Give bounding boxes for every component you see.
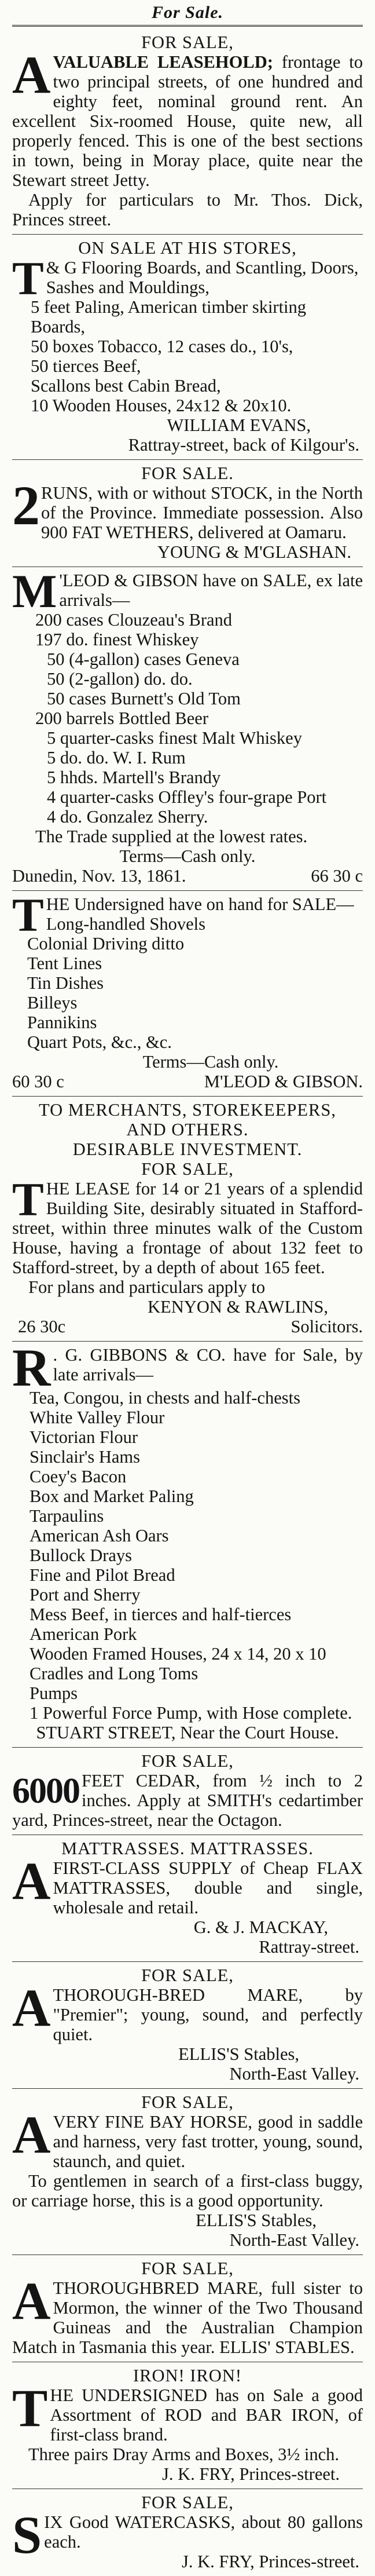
masthead (12, 2, 363, 27)
ad-date: Dunedin, Nov. 13, 1861. (12, 866, 186, 886)
ad-line: 10 Wooden Houses, 24x12 & 20x10. (31, 396, 292, 415)
list-item: Coey's Bacon (30, 1467, 127, 1486)
drop-cap: S (12, 2512, 42, 2564)
ad-note: To gentlemen in search of a first-class buggy, or carriage horse, this is a good opportunity. (12, 2171, 363, 2210)
trade-note: The Trade supplied at the lowest rates. (35, 827, 308, 846)
ad-mcleod-gibson-tools (12, 891, 363, 1097)
ad-line: 5 feet Paling, American timber skirting Boards, (31, 297, 307, 337)
ad-apply (12, 190, 363, 229)
list-item: Billeys (27, 993, 78, 1013)
masthead-title: For Sale. (151, 3, 224, 22)
drop-cap: A (12, 1985, 51, 2037)
ad-bay-horse (12, 2089, 363, 2255)
ad-text (12, 2278, 363, 2357)
ad-heading: FOR SALE, (141, 1751, 234, 1771)
ad-body (12, 894, 363, 1052)
ad-body (12, 52, 363, 229)
advertiser-address: STUART STREET, Near the Court House. (36, 1723, 339, 1742)
ad-code: 26 30c (18, 1317, 66, 1336)
list-item: 200 barrels Bottled Beer (35, 708, 208, 728)
list-item: 197 do. finest Whiskey (35, 630, 199, 649)
ad-lead: VALUABLE LEASEHOLD; (53, 52, 273, 72)
list-item: 50 (2-gallon) do. do. (47, 669, 193, 689)
ad-body-text: VERY FINE BAY HORSE, good in saddle and harness, very fast trotter, young, sound, staunch, and quiet. (53, 2112, 363, 2171)
ad-lead: . G. GIBBONS & CO. have for Sale, by late arrivals— (53, 1345, 363, 1384)
ad-code: 66 30 c (311, 866, 363, 886)
ad-lead: 'LEOD & GIBSON have on SALE, ex late arrivals— (59, 571, 363, 610)
ad-heading-for-sale: FOR SALE, (141, 1159, 234, 1179)
drop-cap: A (12, 52, 51, 104)
list-item: 50 (4-gallon) cases Geneva (47, 649, 240, 669)
list-item: 50 cases Burnett's Old Tom (47, 689, 241, 708)
list-item: Tin Dishes (27, 973, 104, 993)
ad-iron (12, 2362, 363, 2489)
ad-body (12, 1345, 363, 1388)
drop-cap: 6000 (12, 1771, 79, 1811)
list-item: Sinclair's Hams (30, 1447, 141, 1467)
ad-body-text: RUNS, with or without STOCK, in the North of the Province. Immediate possession. Also 900 FAT WETHERS, delivered at Oamaru. (41, 483, 363, 542)
ad-cedar (12, 1748, 363, 1835)
ad-subheading: DESIRABLE INVESTMENT. (72, 1139, 303, 1159)
drop-cap: 2 (12, 483, 39, 536)
terms: Terms—Cash only. (142, 1052, 279, 1072)
list-item: 4 do. Gonzalez Sherry. (47, 807, 208, 827)
terms: Terms—Cash only. (119, 846, 256, 866)
list-item: Quart Pots, &c., &c. (27, 1032, 172, 1052)
drop-cap: R (12, 1345, 51, 1388)
ad-body (12, 2512, 363, 2571)
advertiser-address: Rattray-street. (259, 1937, 359, 1957)
ad-body-text: FEET CEDAR, from ½ inch to 2 inches. Apply at SMITH's cedartimber yard, Princes-street, near the Octagon. (12, 1771, 363, 1830)
list-item: 1 Powerful Force Pump, with Hose complete. (30, 1703, 352, 1723)
ad-thoroughbred-mare (12, 1962, 363, 2089)
ad-thoroughbred-mare-mormon (12, 2255, 363, 2362)
ad-line: Scallons best Cabin Bread, (31, 376, 221, 396)
list-item: Bullock Drays (30, 1545, 133, 1565)
advertiser-name: ELLIS'S Stables, (178, 2044, 299, 2064)
ad-mcleod-gibson-spirits (12, 567, 363, 891)
ad-body-text: HE LEASE for 14 or 21 years of a splendid Building Site, desirably situated in Stafford-street, within three minutes walk of the Custom House, having a frontage of about 132 feet to Stafford-street, by a depth of about 165 feet. (12, 1179, 363, 1277)
ad-heading: ON SALE AT HIS STORES, (78, 238, 297, 258)
ad-body (12, 258, 363, 415)
item-list (12, 610, 363, 827)
ad-heading: FOR SALE, (141, 2259, 234, 2278)
ad-body-text: IX Good WATERCASKS, about 80 gallons each. (44, 2512, 363, 2552)
apply-text: Apply for particulars to Mr. Thos. Dick, Princes street. (12, 190, 363, 229)
list-item: American Pork (30, 1624, 137, 1644)
ad-lead: HE Undersigned have on hand for SALE— (46, 894, 354, 914)
list-item: Victorian Flour (30, 1427, 138, 1447)
advertiser-name: M'LEOD & GIBSON. (204, 1072, 363, 1091)
advertiser-name: G. & J. MACKAY, (193, 1917, 328, 1937)
ad-heading: MATTRASSES. MATTRASSES. (61, 1839, 314, 1858)
advertiser-address: Rattray-street, back of Kilgour's. (128, 435, 359, 455)
drop-cap: M (12, 571, 57, 617)
ad-body (12, 571, 363, 827)
ad-line: 50 tierces Beef, (31, 356, 141, 376)
list-item: Long-handled Shovels (46, 914, 206, 934)
advertiser-role: Solicitors. (291, 1317, 363, 1336)
newspaper-column (12, 0, 363, 2576)
advertiser-address: North-East Valley. (229, 2064, 359, 2084)
drays-note: Three pairs Dray Arms and Boxes, 3½ inch. (28, 2445, 340, 2464)
advertiser-name: YOUNG & M'GLASHAN. (157, 542, 351, 562)
signature-row (12, 1072, 363, 1091)
ad-runs (12, 460, 363, 567)
list-item: Fine and Pilot Bread (30, 1565, 175, 1585)
ad-text (12, 52, 363, 190)
list-item: 200 cases Clouzeau's Brand (35, 610, 233, 630)
signature-row (12, 1317, 363, 1336)
advertiser-name: ELLIS'S Stables, (196, 2210, 317, 2230)
ad-heading: IRON! IRON! (133, 2366, 242, 2385)
ad-body (12, 1985, 363, 2044)
ad-mattrasses (12, 1835, 363, 1962)
ad-body (12, 1858, 363, 1917)
advertiser-name: KENYON & RAWLINS, (148, 1297, 328, 1317)
item-list (12, 914, 363, 1052)
drop-cap: T (12, 894, 44, 941)
advertiser-address: North-East Valley. (229, 2230, 359, 2250)
drop-cap: A (12, 1858, 51, 1910)
list-item: Wooden Framed Houses, 24 x 14, 20 x 10 (30, 1644, 326, 1664)
ad-body (12, 2112, 363, 2171)
advertiser-name: ELLIS' STABLES. (219, 2337, 355, 2357)
plans-note: For plans and particulars apply to (28, 1277, 266, 1297)
advertiser-name: WILLIAM EVANS, (167, 415, 311, 435)
ad-watercasks (12, 2489, 363, 2576)
ad-body (12, 483, 363, 542)
list-item: American Ash Oars (30, 1526, 169, 1545)
list-item: Port and Sherry (30, 1585, 141, 1605)
ad-line: 50 boxes Tobacco, 12 cases do., 10's, (31, 337, 293, 356)
ad-body (12, 1179, 363, 1277)
ad-body (12, 1771, 363, 1830)
list-item: Mess Beef, in tierces and half-tierces (30, 1605, 292, 1624)
ad-body-text: frontage to two principal streets, of one hundred and eighty feet, nominal ground rent. An excellent Six-roomed House, quite new, all properly fenced. This is one of the best sections in town, being in Moray place, quite near the Stewart street Jetty. (12, 52, 363, 190)
ad-body (12, 2278, 363, 2357)
drop-cap: T (12, 1179, 44, 1226)
ad-heading: TO MERCHANTS, STOREKEEPERS, AND OTHERS. (39, 1100, 336, 1139)
list-item: 4 quarter-casks Offley's four-grape Port (47, 787, 327, 807)
ad-body (12, 2385, 363, 2445)
ad-code: 60 30 c (12, 1072, 64, 1091)
list-item: Pannikins (27, 1013, 97, 1032)
list-item: Tarpaulins (30, 1506, 104, 1526)
list-item: Box and Market Paling (30, 1486, 194, 1506)
list-item: Tent Lines (27, 953, 102, 973)
list-item: White Valley Flour (30, 1408, 165, 1427)
ad-line: & G Flooring Boards, and Scantling, Doors, Sashes and Mouldings, (46, 258, 359, 297)
ad-body-text: HE UNDERSIGNED has on Sale a good Assortment of ROD and BAR IRON, of first-class brand. (50, 2385, 363, 2445)
drop-cap: T (12, 258, 44, 305)
list-item: 5 do. do. W. I. Rum (47, 748, 186, 768)
drop-cap: A (12, 2112, 51, 2164)
ad-leasehold (12, 29, 363, 235)
list-item: Tea, Congou, in chests and half-chests (30, 1388, 300, 1408)
ad-william-evans (12, 235, 363, 460)
drop-cap: T (12, 2385, 48, 2438)
ad-heading: FOR SALE, (141, 32, 234, 52)
ad-heading: FOR SALE, (141, 1965, 234, 1985)
ad-gibbons (12, 1342, 363, 1748)
list-item: 5 quarter-casks finest Malt Whiskey (47, 728, 302, 748)
ad-heading: FOR SALE, (141, 2092, 234, 2112)
list-item: 5 hhds. Martell's Brandy (47, 768, 221, 787)
advertiser-name: J. K. FRY, Princes-street. (162, 2464, 340, 2484)
ad-kenyon-rawlins (12, 1097, 363, 1342)
ad-heading: FOR SALE, (141, 2493, 234, 2512)
ad-body-text: THOROUGH-BRED MARE, by "Premier"; young, sound, and perfectly quiet. (53, 1985, 363, 2044)
item-list (12, 1388, 363, 1723)
advertiser-name: J. K. FRY, Princes-street. (182, 2552, 359, 2571)
date-row (12, 866, 363, 886)
drop-cap: A (12, 2278, 51, 2330)
ad-body-text: FIRST-CLASS SUPPLY of Cheap FLAX MATTRASSES, double and single, wholesale and retail. (53, 1858, 363, 1917)
list-item: Cradles and Long Toms (30, 1664, 198, 1683)
ad-body-text: THOROUGHBRED MARE, full sister to Mormon, the winner of the Two Thousand Guineas and the Australian Champion Match in Tasmania this year. (12, 2278, 363, 2357)
ad-heading: FOR SALE. (141, 463, 234, 483)
list-item: Colonial Driving ditto (27, 934, 185, 953)
list-item: Pumps (30, 1683, 78, 1703)
